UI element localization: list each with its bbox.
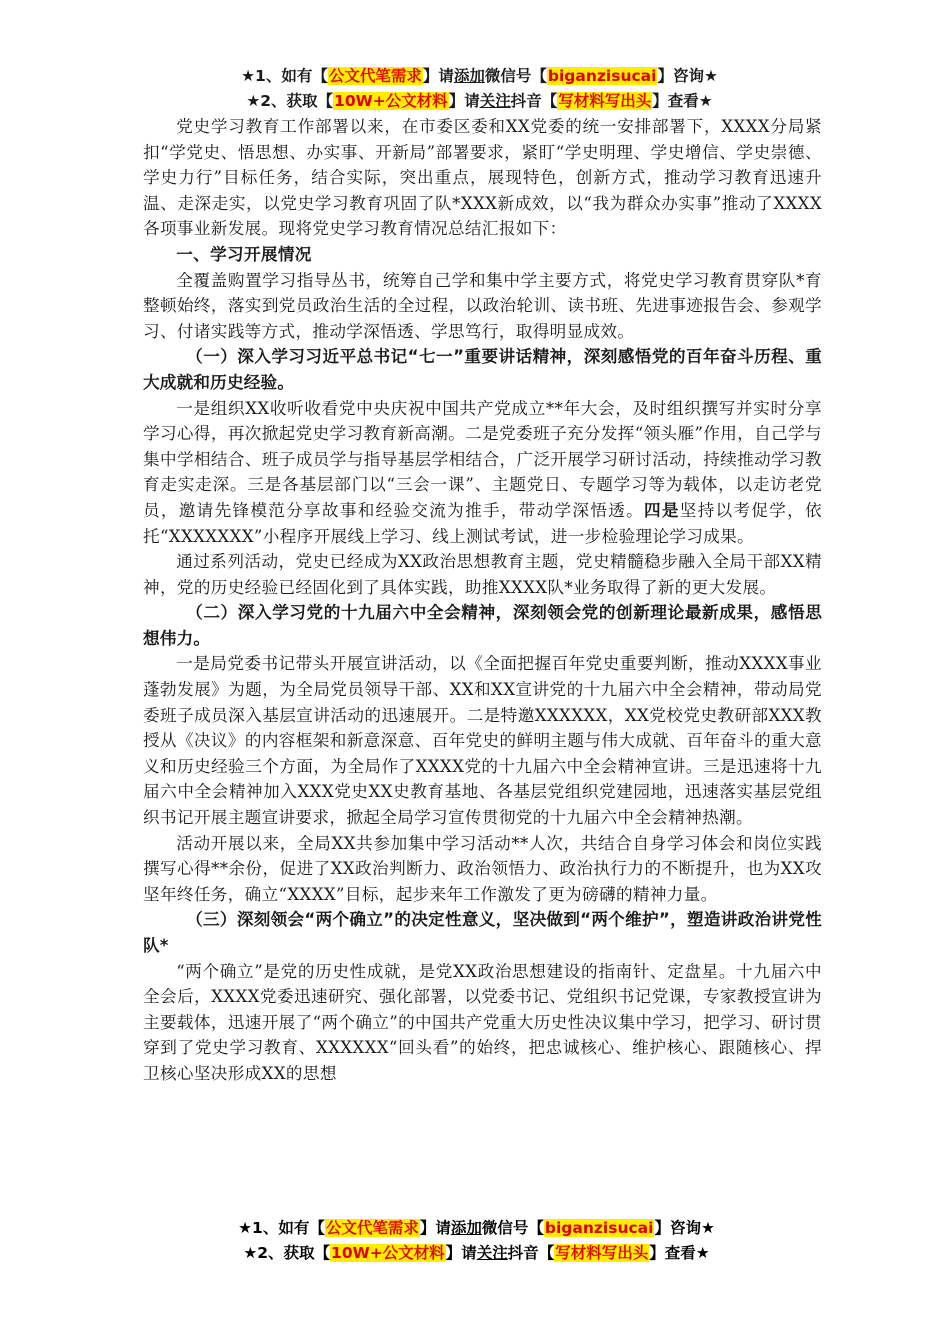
ad-text: 】查看★: [652, 92, 713, 110]
ad-text: 】请: [419, 1219, 451, 1237]
ad-highlight: 写材料写出头: [555, 1244, 649, 1262]
intro-paragraph: 党史学习教育工作部署以来，在市委区委和XX党委的统一安排部署下，XXXX分局紧扣“学党史、悟思想、办实事、开新局”部署要求，紧盯“学史明理、学史增信、学史崇德、学史力行”目标任务，结合实际，突出重点，展现特色，创新方式，推动学习教育迅速升温、走深走实，以党史学习教育巩固了队*XXX新成效，以“我为群众办实事”推动了XXXX各项事业新发展。现将党史学习教育情况总结汇报如下：: [143, 117, 822, 239]
body-text: 坚持以考促学，依托“XXXXXXX”小程序开展线上学习、线上测试考试，进一步检验理论学习成果。: [143, 500, 822, 546]
subsection-3-paragraph-1: “两个确立”是党的历史性成就，是党XX政治思想建设的指南针、定盘星。十九届六中全会后，XXXX党委迅速研究、强化部署，以党委书记、党组织书记党课，专家教授宣讲为主要载体，迅速开展了“两个确立”的中国共产党重大历史性决议集中学习，把学习、研讨贯穿到了党史学习教育、XXXXXX“回头看”的始终，把忠诚核心、维护核心、跟随核心、捍卫核心坚决形成XX的思想: [143, 961, 822, 1083]
ad-text: 抖音【: [507, 1244, 555, 1262]
ad-highlight: biganzisucai: [547, 67, 657, 85]
ad-highlight: 10W+公文材料: [334, 92, 448, 110]
footer-ad-line-1: [137, 1216, 816, 1241]
ad-text: ★1、如有【: [241, 67, 328, 85]
ad-text: 】咨询★: [654, 1219, 715, 1237]
ad-highlight: biganzisucai: [544, 1219, 654, 1237]
subsection-1-paragraph-2: 通过系列活动，党史已经成为XX政治思想教育主题，党史精髓稳步融入全局干部XX精神，党的历史经验已经固化到了具体实践，助推XXXX队*业务取得了新的更大发展。: [143, 552, 822, 597]
ad-underline: 添加: [453, 67, 485, 85]
subsection-2-paragraph-1: 一是局党委书记带头开展宣讲活动，以《全面把握百年党史重要判断，推动XXXX事业蓬勃发展》为题，为全局党员领导干部、XX和XX宣讲党的十九届六中全会精神，带动局党委班子成员深入基层宣讲活动的迅速展开。二是特邀XXXXXX，XX党校党史教研部XXX教授从《决议》的内容框架和新意深意、百年党史的鲜明主题与伟大成就、百年奋斗的重大意义和历史经验三个方面，为全局作了XXXX党的十九届六中全会精神宣讲。三是迅速将十九届六中全会精神加入XXX党史XX史教育基地、各基层党组织党建园地，迅速落实基层党组织书记开展主题宣讲要求，掀起全局学习宣传贯彻党的十九届六中全会精神热潮。: [143, 654, 822, 828]
ad-text: 】请: [445, 1244, 477, 1262]
ad-highlight: 写材料写出头: [558, 92, 652, 110]
ad-text: 】请: [422, 67, 454, 85]
section-1-title: 一、学习开展情况: [176, 244, 312, 264]
ad-text: 微信号【: [484, 67, 547, 85]
body-text: 一是组织XX收听收看党中央庆祝中国共产党成立**年大会，及时组织撰写并实时分享学习心得，再次掀起党史学习教育新高潮。二是党委班子充分发挥“领头雁”作用，自己学与集中学相结合、班子成员学与指导基层学相结合，广泛开展学习研讨活动，持续推动学习教育走实走深。三是各基层部门以“三会一课”、主题党日、专题学习等为载体，以走访老党员，邀请先锋模范分享故事和经验交流为推手，带动学深悟透。: [143, 398, 822, 520]
ad-underline: 关注: [479, 92, 511, 110]
ad-text: ★1、如有【: [238, 1219, 325, 1237]
ad-highlight: 10W+公文材料: [331, 1244, 445, 1262]
bold-text: 四是: [644, 500, 680, 520]
ad-text: ★2、获取【: [243, 1244, 331, 1262]
ad-text: ★2、获取【: [246, 92, 334, 110]
footer-ad-line-2: [137, 1241, 816, 1266]
ad-text: 】请: [448, 92, 480, 110]
ad-highlight: 公文代笔需求: [328, 67, 422, 85]
subsection-1-paragraph-1: [143, 396, 822, 550]
ad-text: 】查看★: [649, 1244, 710, 1262]
ad-highlight: 公文代笔需求: [325, 1219, 419, 1237]
ad-text: 】咨询★: [657, 67, 718, 85]
subsection-1-title: （一）深入学习习近平总书记“七一”重要讲话精神，深刻感悟党的百年奋斗历程、重大成就和历史经验。: [143, 347, 822, 392]
header-ad-line-1: [137, 64, 822, 89]
ad-text: 抖音【: [510, 92, 558, 110]
subsection-2-paragraph-2: 活动开展以来，全局XX共参加集中学习活动**人次，共结合自身学习体会和岗位实践撰写心得**余份，促进了XX政治判断力、政治领悟力、政治执行力的不断提升，也为XX攻坚年终任务，确立“XXXX”目标，起步来年工作激发了更为磅礴的精神力量。: [143, 833, 822, 904]
section-1-intro: 全覆盖购置学习指导丛书，统筹自己学和集中学主要方式，将党史学习教育贯穿队*育整顿始终，落实到党员政治生活的全过程，以政治轮训、读书班、先进事迹报告会、参观学习、付诸实践等方式，推动学深悟透、学思笃行，取得明显成效。: [143, 270, 822, 341]
ad-underline: 关注: [476, 1244, 508, 1262]
subsection-2-title: （二）深入学习党的十九届六中全会精神，深刻领会党的创新理论最新成果，感悟思想伟力。: [143, 603, 822, 648]
ad-underline: 添加: [450, 1219, 482, 1237]
subsection-3-title: （三）深刻领会“两个确立”的决定性意义，坚决做到“两个维护”，塑造讲政治讲党性队*: [143, 910, 822, 955]
ad-text: 微信号【: [481, 1219, 544, 1237]
header-ad-line-2: [137, 89, 822, 114]
